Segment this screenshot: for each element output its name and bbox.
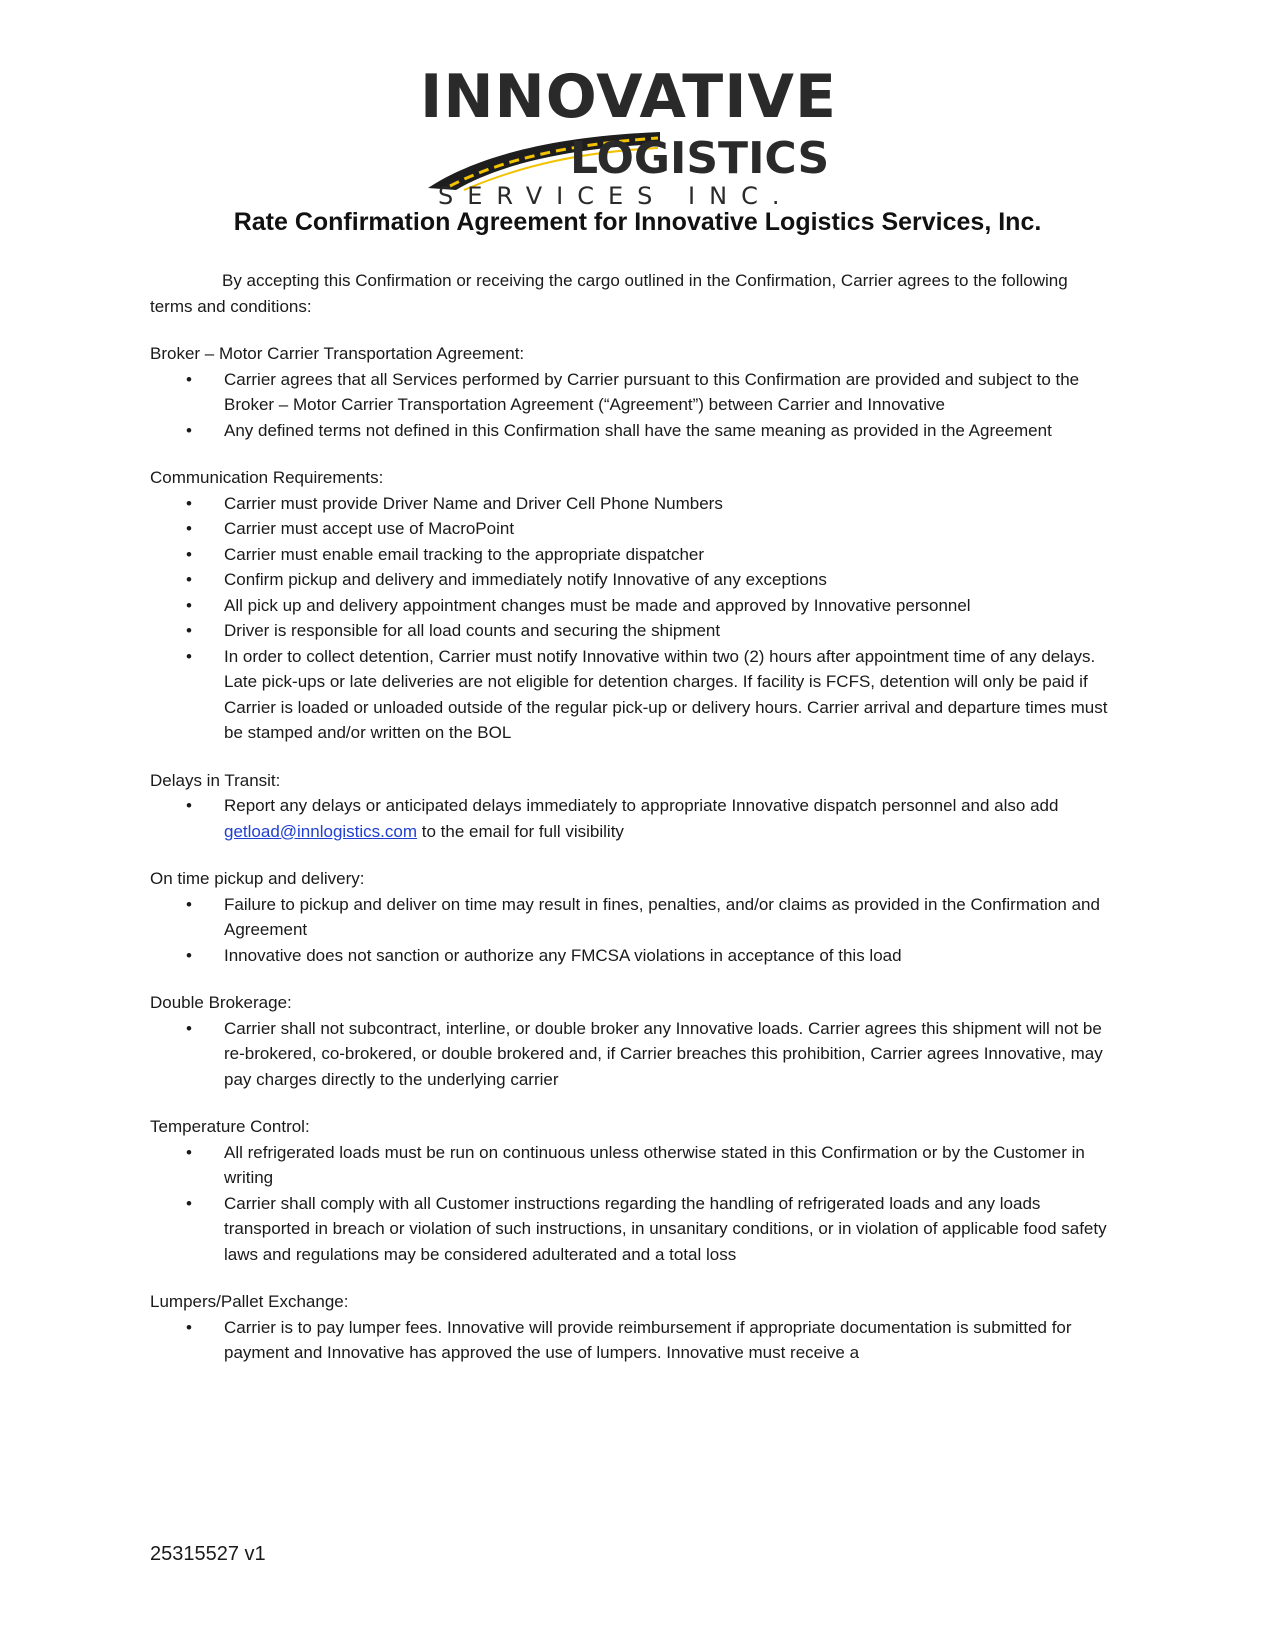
bullet-icon: •: [186, 1317, 192, 1337]
section-communication-requirements: [150, 465, 1110, 746]
document-title: Rate Confirmation Agreement for Innovative Logistics Services, Inc.: [233, 208, 1042, 236]
section-heading: Delays in Transit:: [150, 770, 281, 790]
bullet-icon: •: [186, 595, 192, 615]
list-item: • All pick up and delivery appointment changes must be made and approved by Innovative personnel: [150, 593, 1110, 619]
logo-wordmark-logistics: LOGISTICS: [570, 133, 830, 184]
section-heading: On time pickup and delivery:: [150, 869, 365, 888]
bullet-icon: •: [186, 369, 192, 389]
bullet-icon: •: [186, 519, 192, 538]
bullet-icon: •: [186, 796, 192, 815]
list-item: • Carrier must enable email tracking to the appropriate dispatcher: [150, 542, 1110, 568]
list-item: • Confirm pickup and delivery and immediately notify Innovative of any exceptions: [150, 567, 1110, 593]
document-id-footer: 25315527 v1: [150, 1543, 266, 1565]
list-item: • Carrier must accept use of MacroPoint: [150, 516, 1110, 542]
email-link[interactable]: getload@innlogistics.com: [224, 821, 418, 841]
bullet-icon: •: [186, 493, 192, 513]
list-item: • Carrier is to pay lumper fees. Innovative will provide reimbursement if appropriate documentation is submitted for payment and Innovative has approved the use of lumpers. Innovative must receive a: [150, 1315, 1110, 1366]
logo-wordmark-innovative: INNOVATIVE: [420, 62, 837, 132]
bullet-icon: •: [186, 544, 192, 564]
list-item: • Innovative does not sanction or authorize any FMCSA violations in acceptance of this load: [150, 943, 1110, 969]
list-item: • All refrigerated loads must be run on continuous unless otherwise stated in this Confirmation or by the Customer in writing: [150, 1140, 1110, 1191]
list-item: • Carrier shall comply with all Customer instructions regarding the handling of refrigerated loads and any loads transported in breach or violation of such instructions, in unsanitary conditions, or in violation of applicable food safety laws and regulations may be considered adulterated and a total loss: [150, 1191, 1110, 1268]
list-item: • Carrier must provide Driver Name and Driver Cell Phone Numbers: [150, 491, 1110, 517]
term-list: [150, 1016, 1110, 1093]
list-item: • In order to collect detention, Carrier must notify Innovative within two (2) hours after appointment time of any delays. Late pick-ups or late deliveries are not eligible for detention charges. If facility is FCFS, detention will only be paid if Carrier is loaded or unloaded outside of the regular pick-up or delivery hours. Carrier arrival and departure times must be stamped and/or written on the BOL: [150, 644, 1110, 746]
section-heading: Temperature Control:: [150, 1117, 310, 1136]
bullet-icon: •: [186, 1142, 192, 1162]
section-double-brokerage: [150, 990, 1110, 1092]
list-item: • Report any delays or anticipated delays immediately to appropriate Innovative dispatch personnel and also add getload@innlogistics.com to the email for full visibility: [150, 793, 1110, 844]
list-item: • Driver is responsible for all load counts and securing the shipment: [150, 618, 1110, 644]
term-list: [150, 793, 1110, 844]
term-list: [150, 367, 1110, 444]
bullet-icon: •: [186, 1193, 192, 1213]
term-list: [150, 1140, 1110, 1268]
list-item: • Any defined terms not defined in this Confirmation shall have the same meaning as provided in the Agreement: [150, 418, 1110, 444]
section-heading: Communication Requirements:: [150, 468, 384, 487]
logo-wordmark-services: SERVICES INC.: [438, 182, 794, 210]
bullet-icon: •: [186, 646, 192, 666]
section-lumpers-pallet-exchange: [150, 1289, 1110, 1366]
bullet-icon: •: [186, 945, 192, 965]
section-heading: Broker – Motor Carrier Transportation Agreement:: [150, 344, 525, 363]
list-item: • Carrier shall not subcontract, interline, or double broker any Innovative loads. Carrier agrees this shipment will not be re-brokered, co-brokered, or double brokered and, if Carrier breaches this prohibition, Carrier agrees Innovative, may pay charges directly to the underlying carrier: [150, 1016, 1110, 1093]
section-broker-agreement: [150, 341, 1110, 443]
bullet-icon: •: [186, 420, 192, 440]
list-item: • Failure to pickup and deliver on time may result in fines, penalties, and/or claims as provided in the Confirmation and Agreement: [150, 892, 1110, 943]
bullet-icon: •: [186, 621, 192, 640]
bullet-icon: •: [186, 1018, 192, 1038]
bullet-icon: •: [186, 894, 192, 914]
company-logo: [420, 62, 837, 212]
section-temperature-control: [150, 1114, 1110, 1267]
list-item: • Carrier agrees that all Services performed by Carrier pursuant to this Confirmation are provided and subject to the Broker – Motor Carrier Transportation Agreement (“Agreement”) between Carrier and Innovative: [150, 367, 1110, 418]
intro-paragraph: By accepting this Confirmation or receiving the cargo outlined in the Confirmation, Carrier agrees to the following terms and conditions:: [150, 271, 1068, 316]
section-heading: Lumpers/Pallet Exchange:: [150, 1292, 349, 1311]
term-list: [150, 892, 1110, 969]
term-list: [150, 491, 1110, 746]
section-heading: Double Brokerage:: [150, 993, 292, 1012]
bullet-icon: •: [186, 570, 192, 589]
section-on-time-pickup: [150, 866, 1110, 968]
term-list: [150, 1315, 1110, 1366]
section-delays-in-transit: [150, 768, 1110, 845]
document-body: [150, 268, 1110, 1366]
